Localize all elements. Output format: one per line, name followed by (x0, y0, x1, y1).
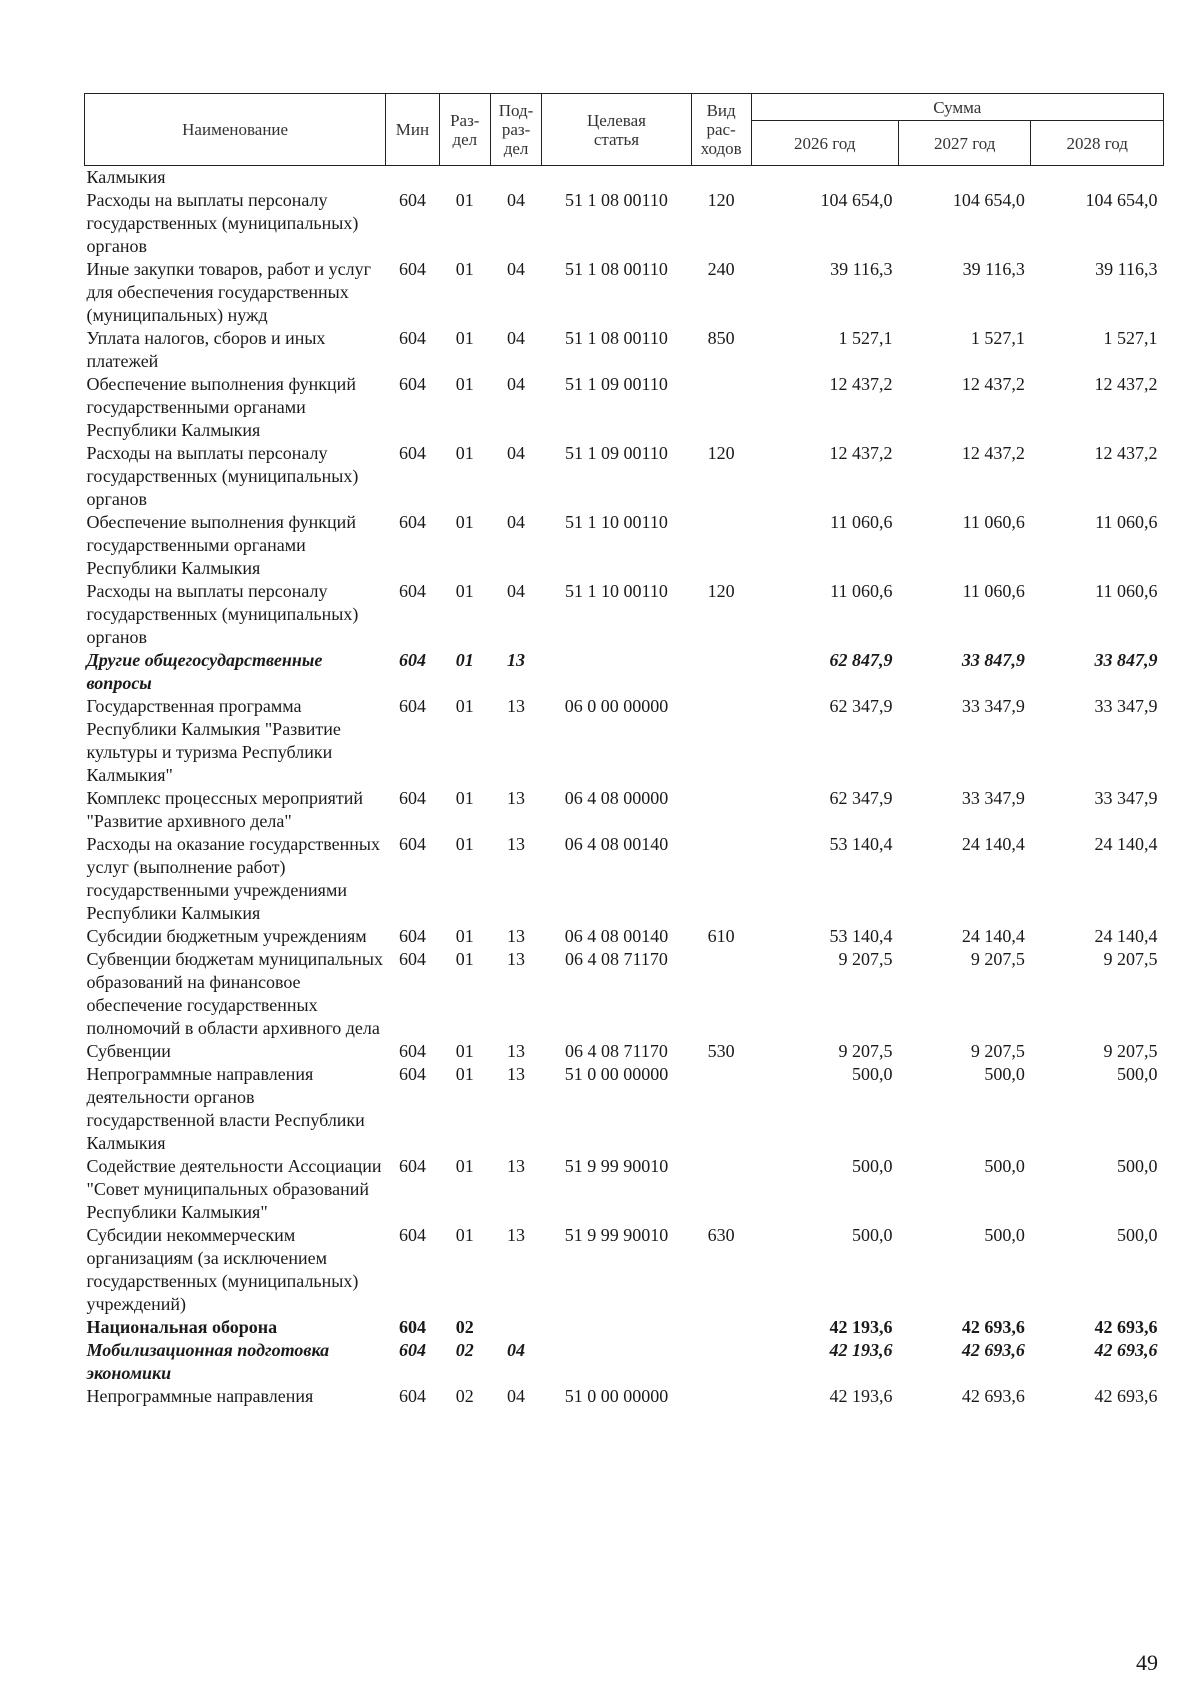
row-podrazdel (490, 1316, 541, 1339)
row-min: 604 (398, 650, 426, 670)
row-razdel: 01 (455, 581, 474, 601)
header-year-2027: 2027 год (898, 121, 1030, 166)
row-celevaya-statya: 51 1 09 00110 (565, 443, 668, 463)
row-podrazdel: 04 (507, 1386, 526, 1406)
row-razdel: 02 (455, 1340, 474, 1360)
row-name: Непрограммные направления (86, 1386, 314, 1406)
row-podrazdel: 13 (507, 1064, 526, 1084)
row-razdel: 01 (455, 949, 474, 969)
row-min: 604 (398, 788, 426, 808)
row-sum-2027: 11 060,6 (962, 581, 1025, 601)
row-sum-2028: 104 654,0 (1085, 190, 1158, 210)
row-celevaya-statya: 51 1 08 00110 (565, 259, 668, 279)
row-sum-2026: 12 437,2 (829, 443, 893, 463)
table-row (85, 1155, 1164, 1224)
row-vid-rashodov: 850 (707, 328, 735, 348)
row-celevaya-statya: 06 0 00 00000 (564, 696, 669, 716)
row-vid-rashodov (691, 1339, 751, 1385)
row-celevaya-statya: 06 4 08 00000 (564, 788, 669, 808)
header-year-2028: 2028 год (1031, 121, 1164, 166)
row-sum-2026: 12 437,2 (829, 374, 893, 394)
row-min (386, 166, 439, 190)
row-razdel: 01 (455, 926, 474, 946)
row-sum-2028: 500,0 (1117, 1225, 1158, 1245)
header-summa: Сумма (751, 94, 1163, 121)
row-podrazdel: 04 (507, 190, 526, 210)
row-razdel: 01 (455, 1225, 474, 1245)
header-vid: Вид рас- ходов (691, 94, 751, 166)
row-sum-2028: 24 140,4 (1094, 834, 1158, 854)
row-name: Комплекс процессных мероприятий "Развитие архивного дела" (86, 788, 364, 831)
table-row (85, 695, 1164, 787)
row-vid-rashodov: 610 (707, 926, 735, 946)
row-celevaya-statya: 51 1 10 00110 (565, 512, 668, 532)
row-sum-2027: 500,0 (984, 1064, 1025, 1084)
row-name: Расходы на выплаты персоналу государственных (муниципальных) органов (86, 443, 359, 509)
header-min: Мин (386, 94, 439, 166)
row-razdel: 01 (455, 1156, 474, 1176)
header-year-2026: 2026 год (751, 121, 898, 166)
row-razdel: 01 (455, 696, 474, 716)
row-vid-rashodov (691, 373, 751, 442)
row-sum-2028: 42 693,6 (1094, 1386, 1158, 1406)
header-celevaya: Целевая статья (542, 94, 692, 166)
row-sum-2026: 39 116,3 (830, 259, 893, 279)
row-sum-2026: 500,0 (851, 1064, 893, 1084)
row-sum-2026: 42 193,6 (829, 1386, 893, 1406)
row-name: Калмыкия (86, 167, 166, 187)
row-min: 604 (398, 834, 426, 854)
row-sum-2026: 1 527,1 (838, 328, 893, 348)
table-row (85, 373, 1164, 442)
table-row (85, 258, 1164, 327)
row-sum-2026: 53 140,4 (829, 926, 893, 946)
row-sum-2028: 24 140,4 (1094, 926, 1158, 946)
row-sum-2028: 33 347,9 (1094, 788, 1158, 808)
row-celevaya-statya: 51 9 99 90010 (564, 1225, 669, 1245)
header-podrazdel: Под- раз- дел (490, 94, 541, 166)
row-razdel: 02 (455, 1386, 474, 1406)
table-header (85, 94, 1164, 166)
row-name: Субвенции бюджетам муниципальных образований на финансовое обеспечение государственных полномочий в области архивного дела (86, 949, 384, 1038)
row-sum-2028: 12 437,2 (1094, 443, 1158, 463)
row-vid-rashodov (691, 695, 751, 787)
row-vid-rashodov: 630 (707, 1225, 735, 1245)
row-celevaya-statya: 51 0 00 00000 (564, 1064, 669, 1084)
row-razdel: 01 (455, 1064, 474, 1084)
row-podrazdel: 04 (507, 328, 526, 348)
row-sum-2028 (1031, 166, 1164, 190)
row-name: Расходы на оказание государственных услуг (выполнение работ) государственными учреждениями Республики Калмыкия (86, 834, 380, 923)
row-min: 604 (398, 443, 426, 463)
row-sum-2026: 62 847,9 (829, 650, 893, 670)
row-celevaya-statya (542, 166, 692, 190)
table-row (85, 649, 1164, 695)
row-sum-2027: 500,0 (984, 1156, 1025, 1176)
row-celevaya-statya (542, 1339, 692, 1385)
row-razdel: 01 (455, 190, 474, 210)
row-razdel: 01 (455, 1041, 474, 1061)
row-razdel: 01 (455, 834, 474, 854)
table-row (85, 166, 1164, 190)
row-razdel: 01 (455, 788, 474, 808)
row-vid-rashodov (691, 1063, 751, 1155)
row-name: Обеспечение выполнения функций государственными органами Республики Калмыкия (86, 512, 356, 578)
row-min: 604 (398, 1064, 426, 1084)
row-name: Уплата налогов, сборов и иных платежей (86, 328, 326, 371)
row-celevaya-statya: 51 0 00 00000 (564, 1386, 669, 1406)
table-row (85, 833, 1164, 925)
row-sum-2026 (751, 166, 898, 190)
row-razdel: 01 (455, 443, 474, 463)
row-podrazdel: 13 (507, 650, 526, 670)
row-vid-rashodov (691, 1155, 751, 1224)
row-sum-2026: 9 207,5 (838, 1041, 893, 1061)
row-sum-2028: 39 116,3 (1095, 259, 1158, 279)
row-sum-2026: 62 347,9 (829, 788, 893, 808)
row-sum-2027: 24 140,4 (961, 926, 1025, 946)
row-name: Иные закупки товаров, работ и услуг для обеспечения государственных (муниципальных) нужд (86, 259, 371, 325)
header-razdel: Раз- дел (439, 94, 490, 166)
row-name: Обеспечение выполнения функций государственными органами Республики Калмыкия (86, 374, 356, 440)
row-sum-2027: 33 347,9 (961, 696, 1025, 716)
row-name: Расходы на выплаты персоналу государственных (муниципальных) органов (86, 581, 359, 647)
row-vid-rashodov (691, 1385, 751, 1408)
row-vid-rashodov: 120 (707, 581, 735, 601)
table-row (85, 1040, 1164, 1063)
row-name: Государственная программа Республики Калмыкия "Развитие культуры и туризма Республики Калмыкия" (86, 696, 341, 785)
row-vid-rashodov: 120 (707, 443, 735, 463)
row-celevaya-statya: 51 9 99 90010 (564, 1156, 669, 1176)
row-sum-2026: 42 193,6 (829, 1340, 893, 1360)
row-podrazdel: 04 (507, 1340, 526, 1360)
row-min: 604 (398, 696, 426, 716)
page-number: 49 (1136, 1650, 1158, 1675)
row-sum-2028: 42 693,6 (1094, 1317, 1158, 1337)
table-row (85, 948, 1164, 1040)
row-min: 604 (398, 581, 426, 601)
table-row (85, 327, 1164, 373)
row-razdel (439, 166, 490, 190)
row-celevaya-statya (542, 1316, 692, 1339)
row-name: Содействие деятельности Ассоциации "Совет муниципальных образований Республики Калмыкия" (86, 1156, 382, 1222)
row-podrazdel: 13 (507, 788, 526, 808)
row-razdel: 01 (455, 512, 474, 532)
row-razdel: 02 (455, 1317, 474, 1337)
table-body (85, 166, 1164, 1409)
row-sum-2028: 1 527,1 (1103, 328, 1158, 348)
row-sum-2026: 62 347,9 (829, 696, 893, 716)
row-celevaya-statya: 06 4 08 00140 (564, 926, 669, 946)
row-sum-2026: 11 060,6 (830, 512, 893, 532)
row-vid-rashodov: 530 (707, 1041, 735, 1061)
table-row (85, 189, 1164, 258)
row-podrazdel: 13 (507, 926, 526, 946)
row-min: 604 (398, 1041, 426, 1061)
row-min: 604 (398, 1386, 426, 1406)
row-celevaya-statya: 06 4 08 71170 (565, 949, 668, 969)
row-celevaya-statya: 51 1 08 00110 (565, 328, 668, 348)
table-row (85, 442, 1164, 511)
row-vid-rashodov (691, 649, 751, 695)
row-name: Мобилизационная подготовка экономики (86, 1340, 330, 1383)
row-sum-2027: 42 693,6 (961, 1386, 1025, 1406)
row-sum-2027: 33 847,9 (961, 650, 1025, 670)
row-sum-2027: 104 654,0 (952, 190, 1025, 210)
row-podrazdel: 13 (507, 1041, 526, 1061)
row-razdel: 01 (455, 259, 474, 279)
row-podrazdel: 04 (507, 374, 526, 394)
row-celevaya-statya: 51 1 08 00110 (565, 190, 668, 210)
header-name: Наименование (85, 94, 386, 166)
row-min: 604 (398, 926, 426, 946)
budget-table (84, 93, 1164, 1408)
row-sum-2027 (898, 166, 1030, 190)
row-podrazdel: 13 (507, 949, 526, 969)
row-min: 604 (398, 328, 426, 348)
row-sum-2028: 9 207,5 (1103, 949, 1158, 969)
row-sum-2026: 104 654,0 (820, 190, 893, 210)
row-min: 604 (398, 949, 426, 969)
row-sum-2028: 33 847,9 (1094, 650, 1158, 670)
row-sum-2026: 11 060,6 (830, 581, 893, 601)
row-sum-2027: 11 060,6 (962, 512, 1025, 532)
row-sum-2027: 42 693,6 (961, 1317, 1025, 1337)
row-sum-2028: 500,0 (1117, 1156, 1158, 1176)
row-vid-rashodov (691, 1316, 751, 1339)
row-name: Субсидии бюджетным учреждениям (86, 926, 367, 946)
row-vid-rashodov (691, 166, 751, 190)
row-sum-2026: 9 207,5 (838, 949, 893, 969)
row-sum-2027: 1 527,1 (970, 328, 1025, 348)
table-row (85, 1224, 1164, 1316)
row-min: 604 (398, 190, 426, 210)
row-sum-2026: 500,0 (851, 1225, 893, 1245)
row-podrazdel: 04 (507, 581, 526, 601)
row-sum-2027: 24 140,4 (961, 834, 1025, 854)
row-sum-2027: 9 207,5 (970, 1041, 1025, 1061)
row-vid-rashodov: 120 (707, 190, 735, 210)
row-razdel: 01 (455, 328, 474, 348)
row-podrazdel: 04 (507, 259, 526, 279)
row-sum-2028: 12 437,2 (1094, 374, 1158, 394)
row-vid-rashodov: 240 (707, 259, 735, 279)
row-sum-2028: 33 347,9 (1094, 696, 1158, 716)
row-sum-2028: 500,0 (1117, 1064, 1158, 1084)
row-min: 604 (398, 1225, 426, 1245)
row-sum-2028: 42 693,6 (1094, 1340, 1158, 1360)
row-name: Непрограммные направления деятельности органов государственной власти Республики Калмыкия (86, 1064, 365, 1153)
row-celevaya-statya: 51 1 09 00110 (565, 374, 668, 394)
row-min: 604 (398, 259, 426, 279)
row-podrazdel (490, 166, 541, 190)
table-row (85, 511, 1164, 580)
row-min: 604 (398, 512, 426, 532)
row-podrazdel: 13 (507, 696, 526, 716)
row-razdel: 01 (455, 650, 474, 670)
row-celevaya-statya: 06 4 08 71170 (565, 1041, 668, 1061)
row-celevaya-statya: 06 4 08 00140 (564, 834, 669, 854)
row-min: 604 (398, 1340, 426, 1360)
row-razdel: 01 (455, 374, 474, 394)
table-row (85, 787, 1164, 833)
row-sum-2027: 12 437,2 (961, 374, 1025, 394)
table-row (85, 925, 1164, 948)
row-name: Национальная оборона (86, 1317, 278, 1337)
row-sum-2027: 12 437,2 (961, 443, 1025, 463)
row-sum-2026: 500,0 (851, 1156, 893, 1176)
row-name: Субвенции (86, 1041, 171, 1061)
row-sum-2026: 53 140,4 (829, 834, 893, 854)
row-sum-2027: 42 693,6 (961, 1340, 1025, 1360)
row-vid-rashodov (691, 511, 751, 580)
table-row (85, 580, 1164, 649)
row-podrazdel: 13 (507, 1156, 526, 1176)
row-vid-rashodov (691, 948, 751, 1040)
table-row (85, 1339, 1164, 1385)
row-sum-2027: 500,0 (984, 1225, 1025, 1245)
row-sum-2028: 9 207,5 (1103, 1041, 1158, 1061)
row-podrazdel: 13 (507, 1225, 526, 1245)
row-name: Расходы на выплаты персоналу государственных (муниципальных) органов (86, 190, 359, 256)
row-vid-rashodov (691, 833, 751, 925)
table-row (85, 1385, 1164, 1408)
row-min: 604 (398, 374, 426, 394)
row-sum-2028: 11 060,6 (1095, 512, 1158, 532)
row-sum-2027: 39 116,3 (962, 259, 1025, 279)
row-sum-2027: 33 347,9 (961, 788, 1025, 808)
row-min: 604 (398, 1317, 426, 1337)
row-sum-2028: 11 060,6 (1095, 581, 1158, 601)
row-sum-2027: 9 207,5 (970, 949, 1025, 969)
row-podrazdel: 04 (507, 443, 526, 463)
row-celevaya-statya (542, 649, 692, 695)
table-row (85, 1063, 1164, 1155)
row-celevaya-statya: 51 1 10 00110 (565, 581, 668, 601)
row-sum-2026: 42 193,6 (829, 1317, 893, 1337)
row-podrazdel: 13 (507, 834, 526, 854)
row-podrazdel: 04 (507, 512, 526, 532)
row-min: 604 (398, 1156, 426, 1176)
row-vid-rashodov (691, 787, 751, 833)
table-row (85, 1316, 1164, 1339)
row-name: Другие общегосударственные вопросы (86, 650, 323, 693)
row-name: Субсидии некоммерческим организациям (за исключением государственных (муниципальных) учреждений) (86, 1225, 359, 1314)
